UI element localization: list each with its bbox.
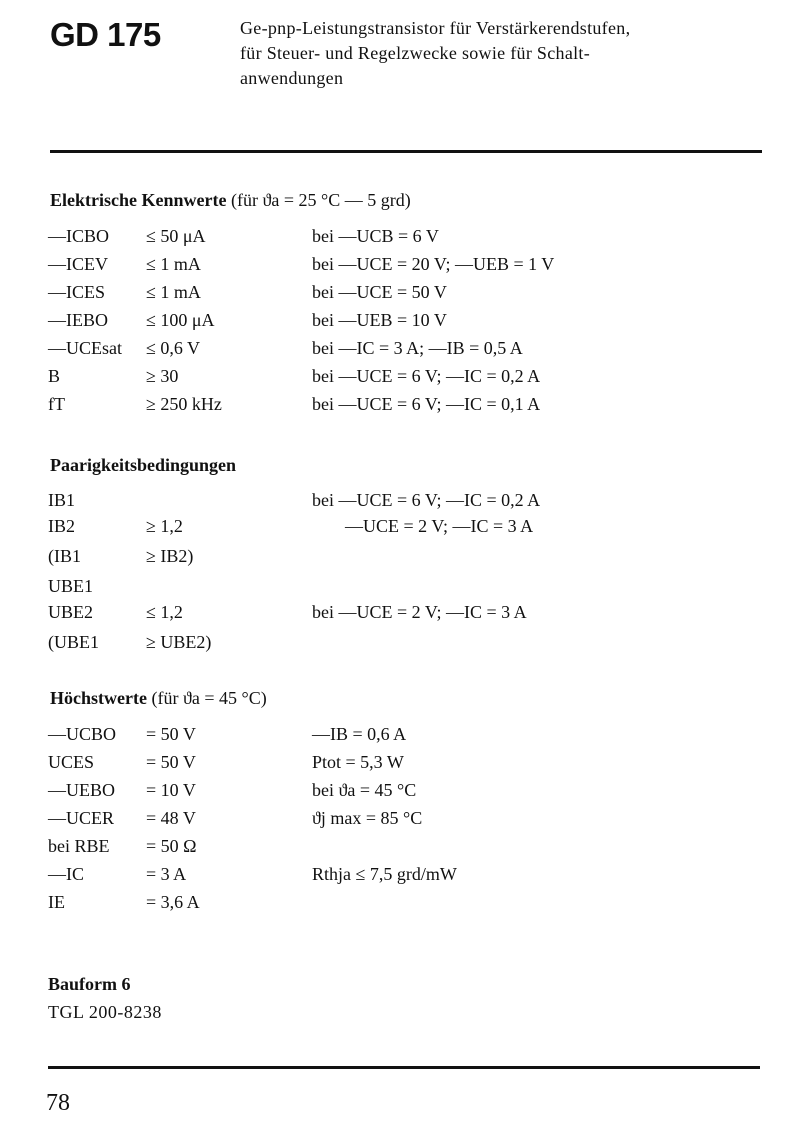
max-value: = 50 V: [146, 724, 196, 744]
param-value: ≥ 30: [146, 366, 179, 386]
param-condition: bei —UCE = 20 V; —UEB = 1 V: [312, 254, 555, 274]
max-param: —IC: [48, 864, 84, 884]
max-value: = 50 Ω: [146, 836, 197, 856]
max-value: = 48 V: [146, 808, 196, 828]
param-value: ≤ 1 mA: [146, 282, 201, 302]
pair-value: ≤ 1,2: [146, 602, 183, 622]
max-ratings-row: [0, 780, 800, 808]
max-right-entry: Rthja ≤ 7,5 grd/mW: [312, 864, 457, 884]
param-label: B: [48, 366, 61, 386]
max-param: UCES: [48, 752, 95, 772]
pair-condition: bei —UCE = 2 V; —IC = 3 A: [312, 602, 527, 622]
max-right-entry: bei ϑa = 45 °C: [312, 780, 417, 800]
pair-param: UBE1: [48, 576, 93, 596]
description-line: anwendungen: [240, 68, 344, 88]
max-ratings-row: [0, 864, 800, 892]
max-right-entry: Ptot = 5,3 W: [312, 752, 404, 772]
pair-param: IB2: [48, 516, 75, 536]
pairing-row: [0, 516, 800, 544]
bottom-rule: [48, 1066, 760, 1069]
param-label: —UCEsat: [48, 338, 122, 358]
param-label: —ICEV: [48, 254, 108, 274]
pair-condition: —UCE = 2 V; —IC = 3 A: [345, 516, 534, 536]
part-number: GD 175: [50, 16, 161, 53]
max-right-entry: ϑj max = 85 °C: [312, 808, 423, 828]
pairing-row: [0, 490, 800, 518]
electrical-heading: [50, 190, 411, 211]
param-condition: bei —IC = 3 A; —IB = 0,5 A: [312, 338, 523, 358]
bauform: Bauform 6: [48, 974, 131, 994]
electrical-heading-title: Elektrische Kennwerte: [50, 190, 227, 210]
max-ratings-row: [0, 808, 800, 836]
param-value: ≤ 100 μA: [146, 310, 215, 330]
max-param: IE: [48, 892, 65, 912]
max-ratings-condition: (für ϑa = 45 °C): [151, 688, 267, 708]
param-value: ≥ 250 kHz: [146, 394, 222, 414]
max-ratings-title: Höchstwerte: [50, 688, 147, 708]
max-param: bei RBE: [48, 836, 110, 856]
max-ratings-row: [0, 892, 800, 920]
param-value: ≤ 1 mA: [146, 254, 201, 274]
max-ratings-heading: [50, 688, 267, 709]
param-label: —ICES: [48, 282, 106, 302]
max-param: —UCBO: [48, 724, 117, 744]
pair-param: (UBE1: [48, 632, 99, 652]
max-value: = 50 V: [146, 752, 196, 772]
electrical-heading-condition: (für ϑa = 25 °C — 5 grd): [230, 190, 411, 210]
electrical-row: [0, 366, 800, 394]
param-condition: bei —UCE = 50 V: [312, 282, 447, 302]
pair-param: (IB1: [48, 546, 81, 566]
electrical-row: [0, 254, 800, 282]
pair-value: ≥ 1,2: [146, 516, 183, 536]
max-right-entry: —IB = 0,6 A: [312, 724, 407, 744]
param-condition: bei —UCB = 6 V: [312, 226, 439, 246]
electrical-row: [0, 338, 800, 366]
description-line: für Steuer- und Regelzwecke sowie für Schalt-: [240, 43, 591, 63]
param-label: —IEBO: [48, 310, 108, 330]
pair-param: UBE2: [48, 602, 93, 622]
param-value: ≤ 50 μA: [146, 226, 206, 246]
pairing-heading: Paarigkeitsbedingungen: [50, 455, 237, 475]
pairing-row: [0, 576, 800, 604]
pair-value: ≥ IB2): [146, 546, 194, 566]
max-param: —UCER: [48, 808, 115, 828]
pair-value: ≥ UBE2): [146, 632, 212, 652]
page-number: 78: [46, 1090, 70, 1116]
param-condition: bei —UCE = 6 V; —IC = 0,2 A: [312, 366, 541, 386]
param-condition: bei —UEB = 10 V: [312, 310, 447, 330]
description-line: Ge-pnp-Leistungstransistor für Verstärkerendstufen,: [240, 18, 631, 38]
max-ratings-row: [0, 752, 800, 780]
electrical-row: [0, 282, 800, 310]
param-label: —ICBO: [48, 226, 110, 246]
top-rule: [50, 150, 762, 153]
max-value: = 3 A: [146, 864, 187, 884]
max-ratings-row: [0, 836, 800, 864]
pairing-row: [0, 546, 800, 574]
param-label: fT: [48, 394, 65, 414]
electrical-row: [0, 310, 800, 338]
pairing-row: [0, 632, 800, 660]
max-ratings-row: [0, 724, 800, 752]
max-param: —UEBO: [48, 780, 115, 800]
param-value: ≤ 0,6 V: [146, 338, 201, 358]
electrical-row: [0, 394, 800, 422]
electrical-row: [0, 226, 800, 254]
pair-param: IB1: [48, 490, 75, 510]
max-value: = 10 V: [146, 780, 196, 800]
pair-condition: bei —UCE = 6 V; —IC = 0,2 A: [312, 490, 541, 510]
description: [240, 16, 630, 91]
param-condition: bei —UCE = 6 V; —IC = 0,1 A: [312, 394, 541, 414]
max-value: = 3,6 A: [146, 892, 200, 912]
tgl-standard: TGL 200-8238: [48, 1002, 162, 1022]
pairing-row: [0, 602, 800, 630]
